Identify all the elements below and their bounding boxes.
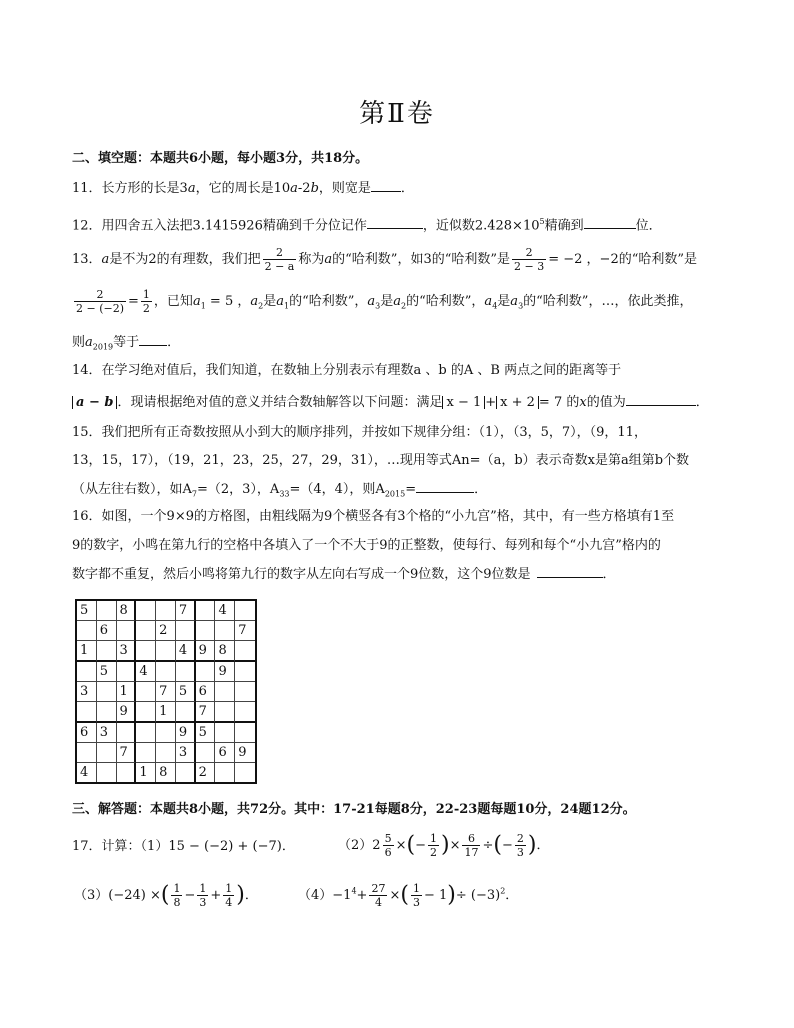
sudoku-cell xyxy=(156,723,176,743)
sudoku-cell: 7 xyxy=(156,682,176,702)
question-14-line-1: 14．在学习绝对值后，我们知道，在数轴上分别表示有理数a 、b 的A 、B 两点之间的距离等于 xyxy=(72,363,622,378)
sudoku-cell xyxy=(235,662,255,682)
section-2-heading: 二、填空题：本题共6小题，每小题3分，共18分。 xyxy=(72,151,369,166)
sudoku-cell xyxy=(77,662,97,682)
sudoku-cell xyxy=(97,682,117,702)
sudoku-cell: 5 xyxy=(77,601,97,621)
question-17-part-4: $(4)-1^4+$ $\frac{27}{4}$ ×( $\frac{1}{3}$ − $1)\div (-3)^2$． xyxy=(298,882,519,909)
sudoku-grid xyxy=(75,599,257,784)
question-16-line-3: 数字都不重复，然后小鸣将第九行的数字从左向右写成一个9位数，这个9位数是 ． xyxy=(72,567,616,582)
question-15-line-1: 15．我们把所有正奇数按照从小到大的顺序排列，并按如下规律分组：（1），（3，5，7），（9，11， xyxy=(72,425,647,440)
question-11: 11．长方形的长是3a，它的周长是10a-2b，则宽是 ． xyxy=(72,181,414,196)
sudoku-cell: 5 xyxy=(176,682,196,702)
sudoku-cell xyxy=(136,641,156,662)
sudoku-cell xyxy=(136,702,156,723)
sudoku-cell: 3 xyxy=(117,641,137,662)
sudoku-cell: 6 xyxy=(215,743,235,763)
sudoku-cell xyxy=(235,763,255,782)
sudoku-cell: 1 xyxy=(117,682,137,702)
sudoku-cell xyxy=(196,621,216,641)
sudoku-cell: 2 xyxy=(196,763,216,782)
sudoku-cell: 4 xyxy=(176,641,196,662)
question-14-line-2: a − b ．现请根据绝对值的意义并结合数轴解答以下问题：满足 x − 1 + x + 2 = 7 的x的值为 ． xyxy=(72,393,709,412)
sudoku-cell: 4 xyxy=(77,763,97,782)
sudoku-cell: 7 xyxy=(176,601,196,621)
sudoku-cell xyxy=(215,723,235,743)
question-15-line-3: （从左往右数），如$A_7=(2$，3），$A_{33}=(4$，4），则$A_{2015}=$ ． xyxy=(72,482,488,499)
sudoku-cell xyxy=(215,702,235,723)
sudoku-cell xyxy=(97,763,117,782)
sudoku-cell: 9 xyxy=(117,702,137,723)
page-title: 第Ⅱ卷 xyxy=(359,99,435,129)
sudoku-cell xyxy=(176,702,196,723)
sudoku-cell xyxy=(117,763,137,782)
sudoku-cell xyxy=(77,621,97,641)
sudoku-cell xyxy=(136,601,156,621)
fraction: $\frac{2}{2 - 3}$ xyxy=(514,246,545,273)
sudoku-cell xyxy=(196,662,216,682)
section-3-heading: 三、解答题：本题共8小题，共72分。其中：17-21每题8分，22-23题每题10分，24题12分。 xyxy=(72,802,636,817)
sudoku-cell: 5 xyxy=(97,662,117,682)
question-12: 12．用四舍五入法把3.1415926精确到千分位记作 ，近似数$2.428\times 10^5$精确到 位． xyxy=(72,217,662,234)
sudoku-cell xyxy=(136,621,156,641)
sudoku-cell: 6 xyxy=(196,682,216,702)
question-16-line-1: 16．如图，一个9×9的方格图，由粗线隔为9个横竖各有3个格的“小九宫”格，其中，有一些方格填有1至 xyxy=(72,509,675,524)
sudoku-cell: 2 xyxy=(156,621,176,641)
question-13-line-1: 13．a是不为2的有理数，我们把 $\frac{2}{2 - a}$ 称为a的“哈利数”，如3的“哈利数”是 $\frac{2}{2 - 3}$ = −2 ，−2的“哈利数”是 xyxy=(72,246,698,273)
sudoku-cell xyxy=(235,682,255,702)
fraction: $\frac{2}{2 - (-2)}$ xyxy=(76,288,125,315)
sudoku-cell: 8 xyxy=(117,601,137,621)
sudoku-cell xyxy=(117,621,137,641)
sudoku-cell: 9 xyxy=(176,723,196,743)
sudoku-cell xyxy=(156,743,176,763)
answer-blank[interactable] xyxy=(626,393,696,406)
question-17-part-2: （2）2 $\frac{5}{6}$ ×(− $\frac{1}{2}$ )× $\frac{6}{17}$ ÷(− $\frac{2}{3}$ )． xyxy=(338,832,550,859)
question-17-part-3: （3）(−24) ×( $\frac{1}{8}$ − $\frac{1}{3}$ + $\frac{1}{4}$ )． xyxy=(74,882,258,909)
sudoku-cell: 6 xyxy=(77,723,97,743)
sudoku-cell xyxy=(97,641,117,662)
sudoku-cell xyxy=(215,621,235,641)
sudoku-cell xyxy=(176,662,196,682)
sudoku-cell xyxy=(97,743,117,763)
question-17-part-1: 17．计算：（1）15 − (−2) + (−7)． xyxy=(72,839,295,854)
answer-blank[interactable] xyxy=(367,216,423,229)
fraction: $\frac{2}{2 - a}$ xyxy=(264,246,295,273)
sudoku-cell: 7 xyxy=(117,743,137,763)
sudoku-cell: 8 xyxy=(215,641,235,662)
sudoku-cell xyxy=(156,601,176,621)
sudoku-cell xyxy=(156,641,176,662)
sudoku-cell xyxy=(77,702,97,723)
sudoku-cell xyxy=(235,702,255,723)
sudoku-cell xyxy=(235,641,255,662)
question-16-line-2: 9的数字，小鸣在第九行的空格中各填入了一个不大于9的正整数，使每行、每列和每个“小九宫”格内的 xyxy=(72,538,661,553)
answer-blank[interactable] xyxy=(416,480,474,493)
sudoku-cell xyxy=(97,601,117,621)
fraction: $\frac{1}{2}$ xyxy=(142,288,150,315)
sudoku-cell xyxy=(176,621,196,641)
sudoku-cell: 8 xyxy=(156,763,176,782)
sudoku-cell: 7 xyxy=(196,702,216,723)
sudoku-cell xyxy=(136,682,156,702)
sudoku-cell: 3 xyxy=(176,743,196,763)
sudoku-cell xyxy=(215,682,235,702)
sudoku-cell xyxy=(97,702,117,723)
sudoku-cell: 4 xyxy=(136,662,156,682)
sudoku-cell: 3 xyxy=(97,723,117,743)
sudoku-cell: 9 xyxy=(196,641,216,662)
question-13-line-3: 则$a_{2019}$等于 ． xyxy=(72,335,181,352)
sudoku-cell: 1 xyxy=(156,702,176,723)
question-15-line-2: 13，15，17），（19，21，23，25，27，29，31），…现用等式An=（a，b）表示奇数x是第a组第b个数 xyxy=(72,453,690,468)
answer-blank[interactable] xyxy=(584,216,636,229)
sudoku-cell: 6 xyxy=(97,621,117,641)
sudoku-cell xyxy=(215,763,235,782)
sudoku-cell: 5 xyxy=(196,723,216,743)
sudoku-cell: 4 xyxy=(215,601,235,621)
answer-blank[interactable] xyxy=(139,333,167,346)
sudoku-cell: 3 xyxy=(77,682,97,702)
sudoku-cell: 9 xyxy=(235,743,255,763)
sudoku-cell xyxy=(77,743,97,763)
sudoku-cell xyxy=(117,662,137,682)
sudoku-cell xyxy=(136,743,156,763)
sudoku-cell: 9 xyxy=(215,662,235,682)
sudoku-cell: 1 xyxy=(77,641,97,662)
sudoku-cell xyxy=(196,601,216,621)
sudoku-cell xyxy=(156,662,176,682)
sudoku-cell: 1 xyxy=(136,763,156,782)
sudoku-cell xyxy=(235,723,255,743)
answer-blank[interactable] xyxy=(537,565,603,578)
sudoku-cell xyxy=(235,601,255,621)
question-13-line-2: $\frac{2}{2 - (-2)}$ = $\frac{1}{2}$ ，已知$a_1 = 5$ ，$a_2$是$a_1$的“哈利数”，$a_3$是$a_2$的“哈利数”，$a_4$是$a_3$的“哈利数”，…，依此类推， xyxy=(76,288,693,315)
sudoku-cell xyxy=(117,723,137,743)
answer-blank[interactable] xyxy=(371,179,401,192)
sudoku-cell xyxy=(196,743,216,763)
sudoku-cell xyxy=(176,763,196,782)
sudoku-cell: 7 xyxy=(235,621,255,641)
sudoku-cell xyxy=(136,723,156,743)
